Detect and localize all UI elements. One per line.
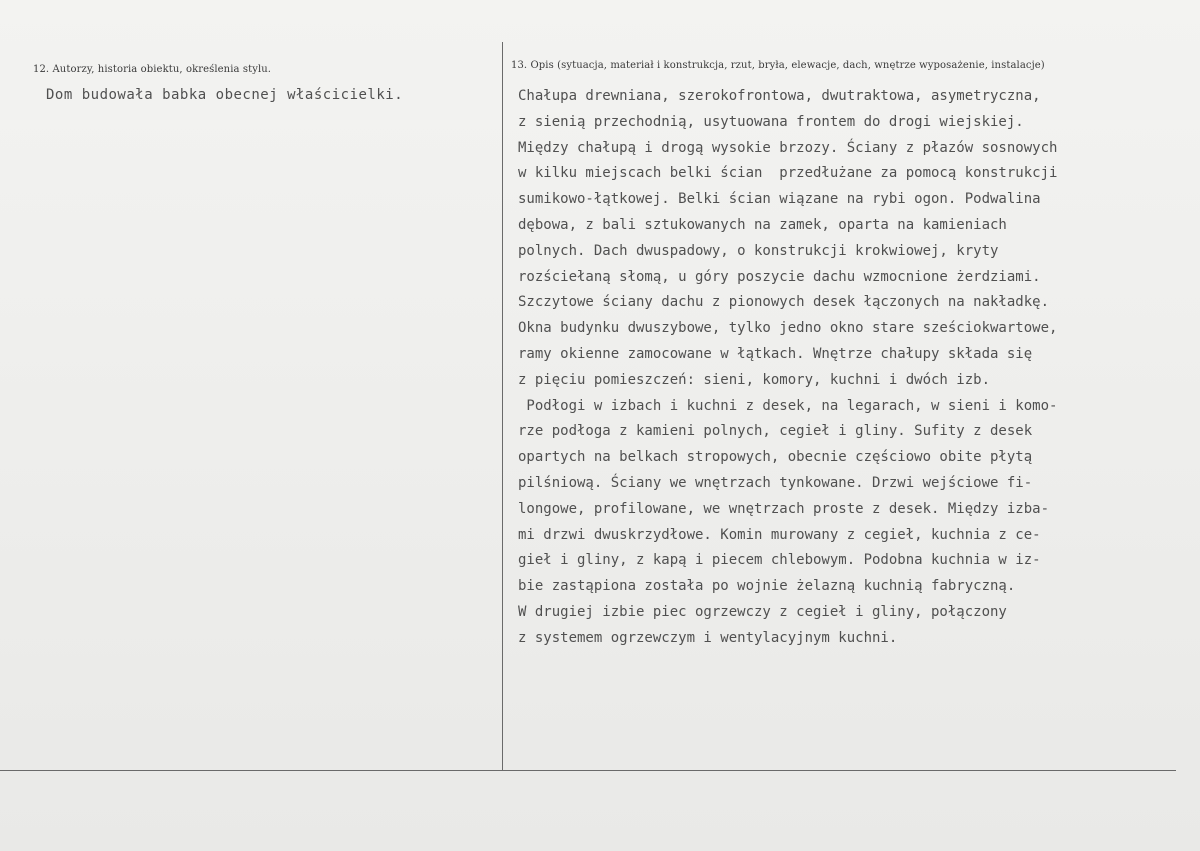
field-13-text <box>518 84 1057 652</box>
text-line: sumikowo-łątkowej. Belki ścian wiązane na rybi ogon. Podwalina <box>518 191 1041 208</box>
text-line: Szczytowe ściany dachu z pionowych desek łączonych na nakładkę. <box>518 294 1050 311</box>
text-line: pilśniową. Ściany we wnętrzach tynkowane. Drzwi wejściowe fi- <box>518 474 1033 491</box>
text-line: z sienią przechodnią, usytuowana frontem do drogi wiejskiej. <box>518 113 1024 130</box>
text-line: z pięciu pomieszczeń: sieni, komory, kuchni i dwóch izb. <box>518 371 991 388</box>
text-line: gieł i gliny, z kapą i piecem chlebowym. Podobna kuchnia w iz- <box>518 552 1041 569</box>
text-line: rozściełaną słomą, u góry poszycie dachu wzmocnione żerdziami. <box>518 268 1041 285</box>
field-12-label: 12. Autorzy, historia obiektu, określenia stylu. <box>33 64 272 75</box>
text-line: Podłogi w izbach i kuchni z desek, na legarach, w sieni i komo- <box>518 397 1058 414</box>
text-line: longowe, profilowane, we wnętrzach proste z desek. Między izba- <box>518 500 1050 517</box>
text-line: rze podłoga z kamieni polnych, cegieł i gliny. Sufity z desek <box>518 423 1033 440</box>
text-line: polnych. Dach dwuspadowy, o konstrukcji krokwiowej, kryty <box>518 242 999 259</box>
field-13-label: 13. Opis (sytuacja, materiał i konstrukcja, rzut, bryła, elewacje, dach, wnętrze wyposażenie, instalacje) <box>511 60 1045 71</box>
field-12-text: Dom budowała babka obecnej właścicielki. <box>46 87 404 103</box>
text-line: mi drzwi dwuskrzydłowe. Komin murowany z cegieł, kuchnia z ce- <box>518 526 1041 543</box>
form-bottom-rule <box>0 770 1176 771</box>
text-line: Chałupa drewniana, szerokofrontowa, dwutraktowa, asymetryczna, <box>518 88 1041 104</box>
text-line: z systemem ogrzewczym i wentylacyjnym kuchni. <box>518 629 898 646</box>
text-line: bie zastąpiona została po wojnie żelazną kuchnią fabryczną. <box>518 578 1016 595</box>
text-line: ramy okienne zamocowane w łątkach. Wnętrze chałupy składa się <box>518 345 1033 362</box>
text-line: Między chałupą i drogą wysokie brzozy. Ściany z płazów sosnowych <box>518 139 1058 156</box>
text-line: Okna budynku dwuszybowe, tylko jedno okno stare sześciokwartowe, <box>518 320 1058 337</box>
text-line: opartych na belkach stropowych, obecnie częściowo obite płytą <box>518 449 1033 466</box>
column-divider <box>502 42 503 770</box>
text-line: W drugiej izbie piec ogrzewczy z cegieł i gliny, połączony <box>518 603 1007 620</box>
text-line: dębowa, z bali sztukowanych na zamek, oparta na kamieniach <box>518 216 1007 233</box>
text-line: w kilku miejscach belki ścian przedłużane za pomocą konstrukcji <box>518 165 1058 182</box>
